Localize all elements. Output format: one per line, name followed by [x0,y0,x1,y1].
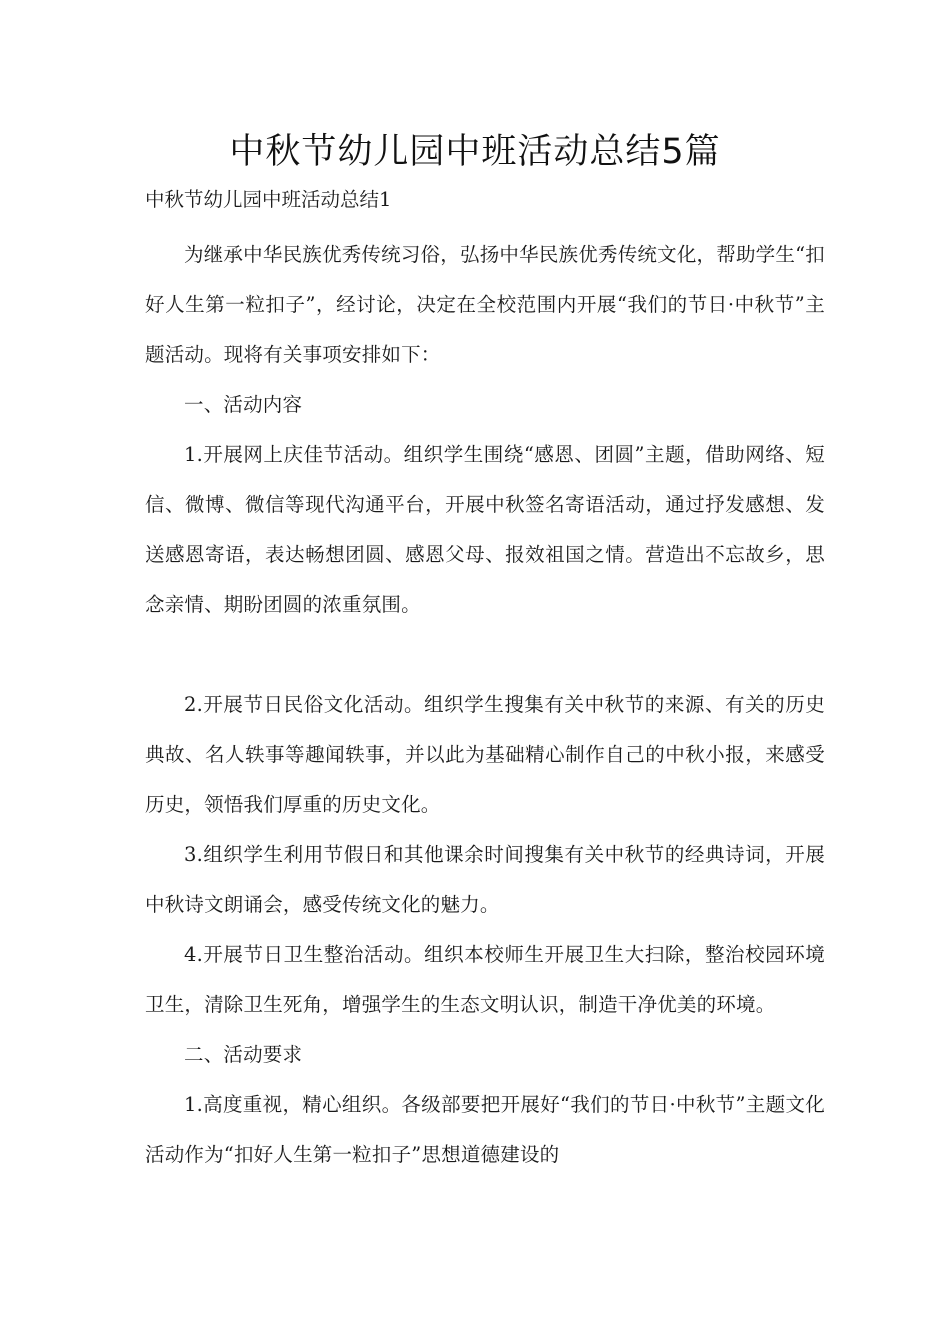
paragraph-item-1: 1.开展网上庆佳节活动。组织学生围绕“感恩、团圆”主题，借助网络、短信、微博、微信等现代沟通平台，开展中秋签名寄语活动，通过抒发感想、发送感恩寄语，表达畅想团圆、感恩父母、报效祖国之情。营造出不忘故乡，思念亲情、期盼团圆的浓重氛围。 [145,443,825,616]
heading-activity-content: 一、活动内容 [184,393,303,416]
paragraph-intro: 为继承中华民族优秀传统习俗，弘扬中华民族优秀传统文化，帮助学生“扣好人生第一粒扣子”，经讨论，决定在全校范围内开展“我们的节日·中秋节”主题活动。现将有关事项安排如下： [145,243,825,366]
paragraph-requirement-1: 1.高度重视，精心组织。各级部要把开展好“我们的节日·中秋节”主题文化活动作为“扣好人生第一粒扣子”思想道德建设的 [145,1093,825,1166]
document-body [145,230,825,1180]
section-heading: 中秋节幼儿园中班活动总结1 [145,188,392,211]
paragraph-item-3: 3.组织学生利用节假日和其他课余时间搜集有关中秋节的经典诗词，开展中秋诗文朗诵会，感受传统文化的魅力。 [145,843,825,916]
document-title: 中秋节幼儿园中班活动总结5篇 [229,132,721,172]
heading-activity-requirements: 二、活动要求 [184,1043,303,1066]
paragraph-item-2: 2.开展节日民俗文化活动。组织学生搜集有关中秋节的来源、有关的历史典故、名人轶事等趣闻轶事，并以此为基础精心制作自己的中秋小报，来感受历史，领悟我们厚重的历史文化。 [145,693,825,816]
paragraph-item-4: 4.开展节日卫生整治活动。组织本校师生开展卫生大扫除，整治校园环境卫生，清除卫生死角，增强学生的生态文明认识，制造干净优美的环境。 [145,943,825,1016]
